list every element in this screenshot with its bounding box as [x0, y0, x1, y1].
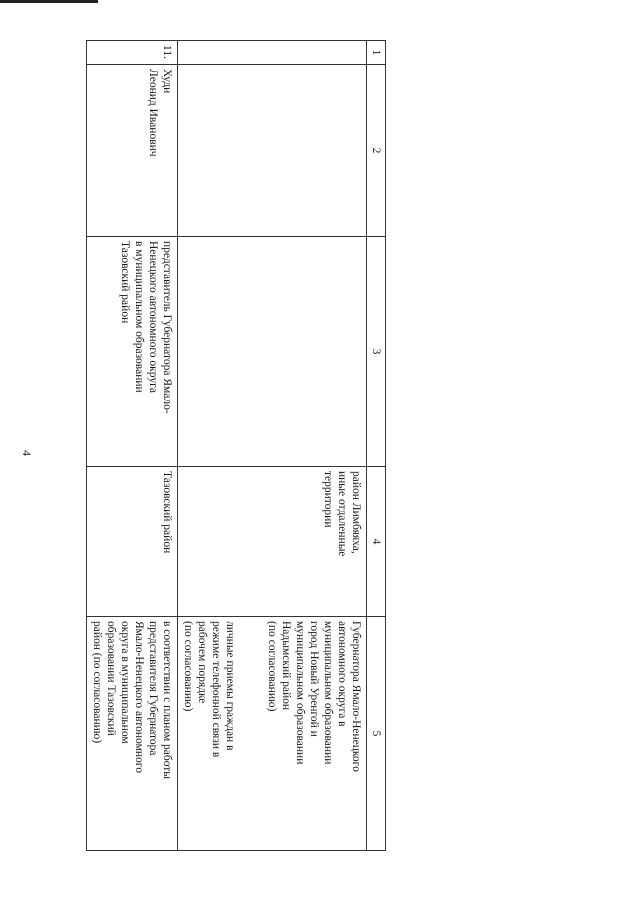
cell-place: Тазовский район [87, 467, 178, 617]
cell-name [178, 65, 367, 237]
rotated-page-content [91, 40, 386, 850]
cell-number: 11. [87, 41, 178, 65]
cell-schedule: в соответствии с планом работы представителя Губернатора Ямало-Ненецкого автономного округа в муниципальном образовании Тазовский район (по согласованию) [87, 617, 178, 851]
schedule-extra-text: личные приемы граждан в режиме телефонной связи в рабочем порядке (по согласованию) [182, 621, 236, 758]
cell-schedule [178, 617, 367, 851]
header-col-1: 1 [367, 41, 386, 65]
page-number: 4 [20, 450, 34, 456]
cell-place: район Лимбяяха, иные отдаленные территории [178, 467, 367, 617]
table-row [87, 41, 178, 851]
header-col-5: 5 [367, 617, 386, 851]
table-row [178, 41, 367, 851]
header-col-3: 3 [367, 237, 386, 467]
cell-number [178, 41, 367, 65]
schedule-text: Губернатора Ямало-Ненецкого автономного округа в муниципальном образовании город Новый Уренгой и муниципальном образовании Надымский район (по согласованию) [266, 621, 362, 772]
top-rule [0, 0, 98, 3]
cell-name: Худи Леонид Иванович [87, 65, 178, 237]
table-header-row [367, 41, 386, 851]
header-col-2: 2 [367, 65, 386, 237]
cell-position: представитель Губернатора Ямало- Ненецкого автономного округа в муниципальном образовании Тазовский район [87, 237, 178, 467]
schedule-table [86, 40, 386, 851]
cell-position [178, 237, 367, 467]
header-col-4: 4 [367, 467, 386, 617]
